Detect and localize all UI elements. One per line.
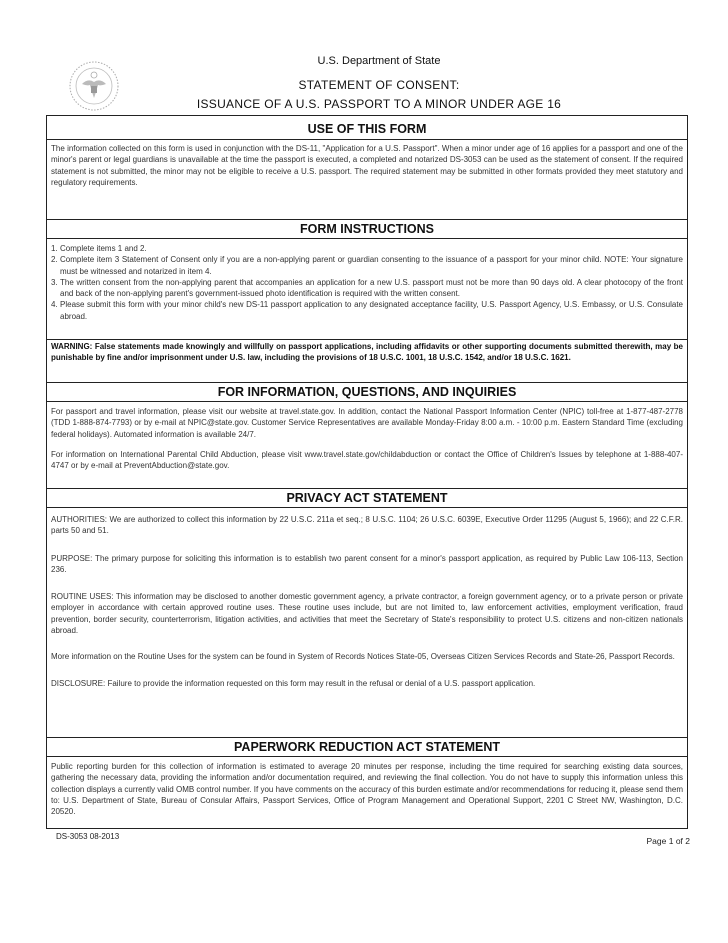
section-heading-form-instructions: FORM INSTRUCTIONS [47,219,687,239]
npic-paragraph: For passport and travel information, please visit our website at travel.state.gov. In addition, contact the National Passport Information Center (NPIC) toll-free at 1-877-487-2778 (TDD 1-888-874-7793) or by e-mail at NPIC@state.gov. Customer Service Representatives are available Monday-Friday 8:00 a.m. - 10:00 p.m. Eastern Standard Time (excluding federal holidays). Automated information is available 24/7. [51,407,683,439]
paperwork-paragraph: Public reporting burden for this collection of information is estimated to average 20 minutes per response, including the time required for searching existing data sources, gathering the necessary data, providing the information and/or documentation required, and reviewing the final collection. You do not have to supply this information unless this collection displays a currently valid OMB control number. If you have comments on the accuracy of this burden estimate and/or recommendations for reducing it, please send them to: U.S. Department of State, Bureau of Consular Affairs, Passport Services, Office of Program Management and Operational Support, 2201 C Street NW, Washington, D.C. 20520. [51,762,683,817]
agency-name: U.S. Department of State [317,55,441,67]
use-of-form-text [51,143,683,188]
information-text [51,406,683,471]
page-number: Page 1 of 2 [646,836,690,846]
section-heading-privacy-act: PRIVACY ACT STATEMENT [47,488,687,508]
use-of-form-paragraph: The information collected on this form is used in conjunction with the DS-11, "Application for a U.S. Passport". When a minor under age of 16 applies for a passport and one of the minor's parent or legal guardians is unavailable at the time the passport is executed, a completed and notarized DS-3053 can be used as the statement of consent. If the required statement is not submitted, the minor may not be eligible to receive a U.S. passport. The required statement may be submitted in other formats provided they meet statutory and regulatory requirements. [51,144,683,187]
section-heading-paperwork-reduction: PAPERWORK REDUCTION ACT STATEMENT [47,737,687,757]
form-title-line2: ISSUANCE OF A U.S. PASSPORT TO A MINOR UNDER AGE 16 [196,97,562,111]
privacy-act-text [51,514,683,689]
routine-uses-paragraph: ROUTINE USES: This information may be disclosed to another domestic government agency, a private contractor, a foreign government agency, or to a private person or private employer in accordance with certain approved routine uses. These routine uses include, but are not limited to, law enforcement activities, employment verification, fraud prevention, border security, counterterrorism, litigation activities, and activities that meet the Secretary of State's responsibility to protect U.S. citizens and non-citizen nationals abroad. [51,592,683,636]
paperwork-reduction-text [51,761,683,817]
instruction-item: 1. Complete items 1 and 2. [51,244,147,253]
form-instructions-list [51,243,683,322]
form-number: DS-3053 08-2013 [56,832,120,841]
instruction-item: 4. Please submit this form with your minor child's new DS-11 passport application to any designated acceptance facility, U.S. Passport Agency, U.S. Embassy, or U.S. Consulate abroad. [51,300,683,321]
instruction-item: 2. Complete item 3 Statement of Consent only if you are a non-applying parent or guardian consenting to the issuance of a passport for your minor child. NOTE: Your signature must be witnessed and notarized in item 4. [51,255,683,276]
purpose-paragraph: PURPOSE: The primary purpose for soliciting this information is to establish two parent consent for a minor's passport application, as required by Public Law 106-113, Section 236. [51,553,683,574]
section-heading-information: FOR INFORMATION, QUESTIONS, AND INQUIRIES [47,382,687,402]
instruction-item: 3. The written consent from the non-applying parent that accompanies an application for a new U.S. passport must not be more than 90 days old. A clear photocopy of the front and back of the non-applying parent's government-issued photo identification is required with the written consent. [51,277,683,299]
section-heading-use-of-form: USE OF THIS FORM [47,120,687,140]
warning-statement: WARNING: False statements made knowingly and willfully on passport applications, including affidavits or other supporting documents submitted therewith, may be punishable by fine and/or imprisonment under U.S. law, including the provisions of 18 U.S.C. 1001, 18 U.S.C. 1542, and/or 18 U.S.C. 1621. [51,342,683,362]
child-abduction-paragraph: For information on International Parental Child Abduction, please visit www.travel.state.gov/childabduction or contact the Office of Children's Issues by telephone at 1-888-407-4747 or by e-mail at PreventAbduction@state.gov. [51,449,683,471]
authorities-paragraph: AUTHORITIES: We are authorized to collect this information by 22 U.S.C. 211a et seq.; 8 U.S.C. 1104; 26 U.S.C. 6039E, Executive Order 11295 (August 5, 1966); and 22 C.F.R. parts 50 and 51. [51,515,683,536]
records-notice-paragraph: More information on the Routine Uses for the system can be found in System of Records Notices State-05, Overseas Citizen Services Records and State-26, Passport Records. [51,652,675,662]
form-title-line1: STATEMENT OF CONSENT: [298,78,460,92]
form-body [46,115,688,829]
disclosure-paragraph: DISCLOSURE: Failure to provide the information requested on this form may result in the refusal or denial of a U.S. passport application. [51,678,536,688]
